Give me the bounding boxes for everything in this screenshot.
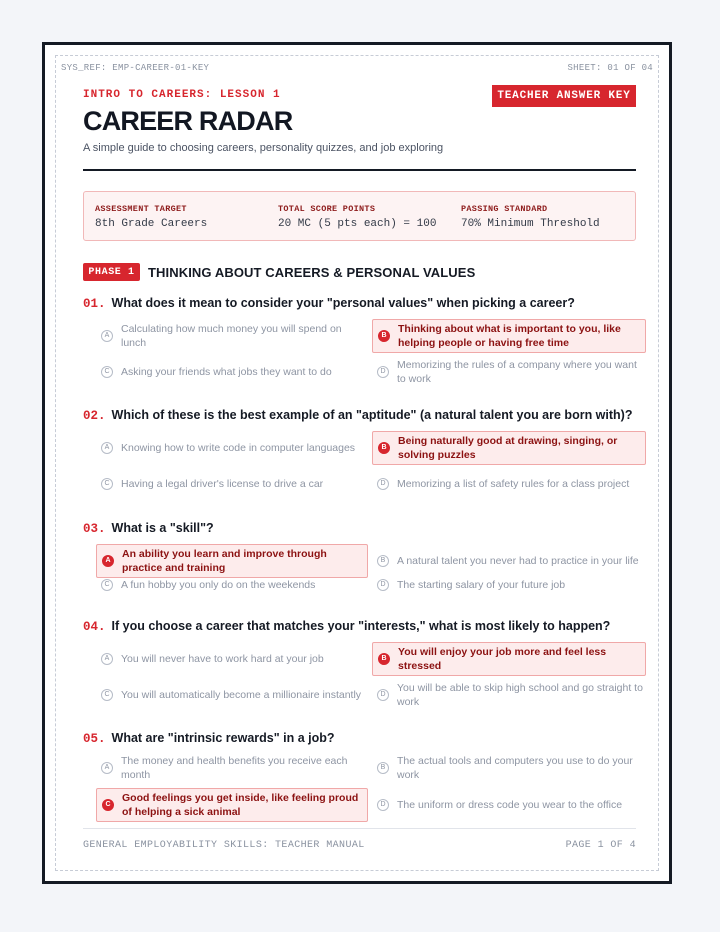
answer-key-sheet: [42, 42, 672, 884]
option-text: The uniform or dress code you wear to the office: [397, 799, 623, 811]
option-letter: D: [377, 478, 389, 490]
option-q3-c: [96, 573, 368, 597]
option-q1-c: [96, 355, 368, 389]
option-text: Good feelings you get inside, like feeling proud of helping a sick animal: [122, 792, 359, 818]
lesson-label: INTRO TO CAREERS: LESSON 1: [83, 89, 281, 101]
question-3: [83, 521, 214, 536]
info-value: 70% Minimum Threshold: [461, 218, 600, 230]
option-text: An ability you learn and improve through practice and training: [122, 548, 327, 574]
option-letter: D: [377, 366, 389, 378]
option-q1-b-correct: [372, 319, 646, 353]
option-text: Memorizing a list of safety rules for a class project: [397, 478, 630, 490]
option-text: You will never have to work hard at your job: [121, 653, 324, 665]
question-text: What does it mean to consider your "personal values" when picking a career?: [111, 296, 575, 310]
option-letter: B: [378, 330, 390, 342]
option-q4-d: [372, 678, 646, 712]
option-letter: C: [101, 366, 113, 378]
option-text: Thinking about what is important to you, like helping people or having free time: [398, 323, 621, 349]
option-q4-a: [96, 642, 368, 676]
option-text: Memorizing the rules of a company where you want to work: [397, 359, 637, 385]
option-q1-a: [96, 319, 368, 353]
question-4: [83, 619, 610, 634]
info-label: ASSESSMENT TARGET: [95, 204, 187, 214]
option-letter: C: [102, 799, 114, 811]
option-text: Calculating how much money you will spend on lunch: [121, 323, 342, 349]
option-letter: B: [377, 555, 389, 567]
option-q4-b-correct: [372, 642, 646, 676]
system-reference: SYS_REF: EMP-CAREER-01-KEY: [61, 63, 210, 73]
option-q1-d: [372, 355, 646, 389]
option-text: The actual tools and computers you use to do your work: [397, 755, 633, 781]
question-5: [83, 731, 335, 746]
option-letter: C: [101, 689, 113, 701]
question-text: If you choose a career that matches your "interests," what is most likely to happen?: [111, 619, 611, 633]
footer-divider: [83, 828, 636, 829]
footer-manual-title: GENERAL EMPLOYABILITY SKILLS: TEACHER MANUAL: [83, 840, 365, 851]
option-q5-d: [372, 788, 646, 822]
info-label: TOTAL SCORE POINTS: [278, 204, 376, 214]
option-letter: A: [101, 762, 113, 774]
question-text: What is a "skill"?: [111, 521, 214, 535]
option-letter: C: [101, 478, 113, 490]
option-letter: A: [101, 330, 113, 342]
option-letter: B: [378, 442, 390, 454]
option-text: Being naturally good at drawing, singing, or solving puzzles: [398, 435, 618, 461]
question-text: Which of these is the best example of an "aptitude" (a natural talent you are born with)?: [111, 408, 633, 422]
sheet-inner-border: [55, 55, 659, 871]
sheet-number: SHEET: 01 OF 04: [567, 63, 653, 73]
option-q2-d: [372, 467, 646, 501]
phase-heading: [83, 263, 475, 281]
option-q2-b-correct: [372, 431, 646, 465]
option-letter: D: [377, 689, 389, 701]
option-letter: D: [377, 799, 389, 811]
option-q4-c: [96, 678, 368, 712]
question-number: 04.: [83, 620, 106, 634]
option-text: Asking your friends what jobs they want to do: [121, 366, 332, 378]
option-q3-d: [372, 573, 646, 597]
question-1: [83, 296, 575, 311]
option-text: Knowing how to write code in computer languages: [121, 442, 356, 454]
option-q2-c: [96, 467, 368, 501]
option-q5-a: [96, 751, 368, 785]
option-text: Having a legal driver's license to drive a car: [121, 478, 324, 490]
info-value: 8th Grade Careers: [95, 218, 208, 230]
footer-page-number: PAGE 1 OF 4: [565, 840, 636, 851]
question-number: 02.: [83, 409, 106, 423]
option-letter: A: [101, 442, 113, 454]
info-passing-standard: [461, 204, 600, 230]
option-q2-a: [96, 431, 368, 465]
teacher-key-badge: TEACHER ANSWER KEY: [492, 85, 636, 107]
info-value: 20 MC (5 pts each) = 100: [278, 218, 437, 230]
option-letter: A: [102, 555, 114, 567]
info-assessment-target: [95, 204, 207, 230]
option-letter: B: [378, 653, 390, 665]
option-letter: A: [101, 653, 113, 665]
phase-title: THINKING ABOUT CAREERS & PERSONAL VALUES: [148, 264, 476, 280]
info-label: PASSING STANDARD: [461, 204, 548, 214]
option-letter: B: [377, 762, 389, 774]
option-text: The money and health benefits you receive each month: [121, 755, 348, 781]
option-letter: C: [101, 579, 113, 591]
option-text: The starting salary of your future job: [397, 579, 566, 591]
option-q5-b: [372, 751, 646, 785]
phase-badge: PHASE 1: [83, 263, 140, 281]
option-letter: D: [377, 579, 389, 591]
option-q5-c-correct: [96, 788, 368, 822]
question-number: 03.: [83, 522, 106, 536]
option-text: You will automatically become a millionaire instantly: [121, 689, 362, 701]
question-number: 05.: [83, 732, 106, 746]
question-text: What are "intrinsic rewards" in a job?: [111, 731, 335, 745]
option-text: A natural talent you never had to practice in your life: [397, 555, 639, 567]
info-total-score: [278, 204, 436, 230]
question-number: 01.: [83, 297, 106, 311]
option-text: You will be able to skip high school and go straight to work: [397, 682, 643, 708]
title-divider: [83, 169, 636, 171]
page-title: CAREER RADAR: [83, 106, 293, 136]
assessment-info-box: [83, 191, 636, 241]
page-subtitle: A simple guide to choosing careers, personality quizzes, and job exploring: [83, 142, 444, 154]
question-2: [83, 408, 632, 423]
option-text: A fun hobby you only do on the weekends: [121, 579, 316, 591]
option-text: You will enjoy your job more and feel less stressed: [398, 646, 607, 672]
